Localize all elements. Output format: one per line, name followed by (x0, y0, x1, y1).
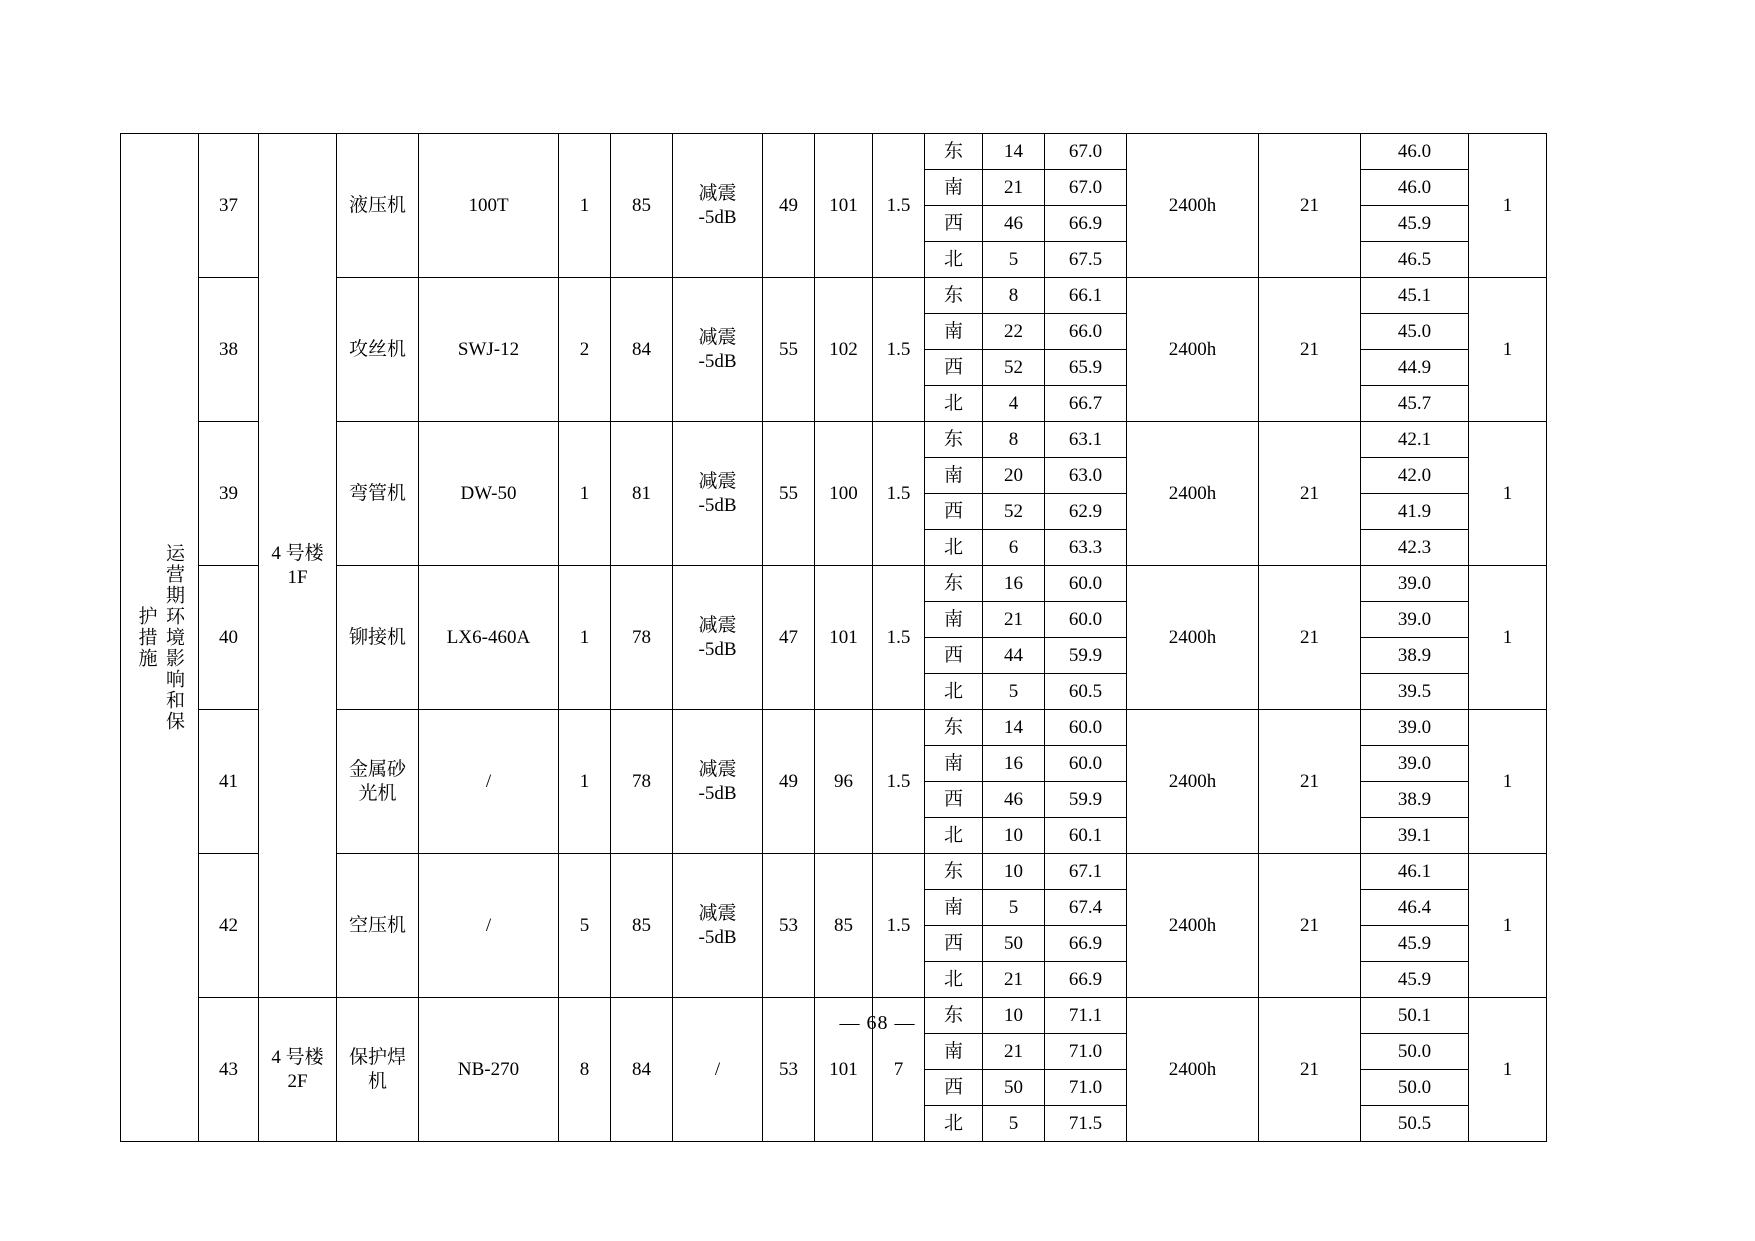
noise-measure (673, 422, 763, 566)
result-value: 44.9 (1361, 350, 1469, 386)
last-column-value: 1 (1469, 278, 1547, 422)
noise-measure-line-1: 减震 (698, 470, 737, 492)
result-value: 46.5 (1361, 242, 1469, 278)
source-noise-level: 84 (611, 278, 673, 422)
equipment-name-line-1: 保护焊 (348, 1046, 406, 1068)
direction: 东 (925, 422, 983, 458)
noise-measure-line-1: 减震 (698, 326, 737, 348)
equipment-quantity: 2 (559, 278, 611, 422)
equipment-model: NB-270 (419, 998, 559, 1142)
noise-measure: / (673, 998, 763, 1142)
last-column-value: 1 (1469, 566, 1547, 710)
direction: 西 (925, 494, 983, 530)
result-value: 39.1 (1361, 818, 1469, 854)
predicted-value: 67.0 (1045, 134, 1127, 170)
predicted-value: 60.0 (1045, 602, 1127, 638)
direction: 南 (925, 170, 983, 206)
direction: 东 (925, 134, 983, 170)
location-line-2: 1F (287, 566, 308, 588)
result-value: 45.9 (1361, 206, 1469, 242)
distance: 21 (983, 170, 1045, 206)
direction: 北 (925, 530, 983, 566)
direction: 南 (925, 890, 983, 926)
equipment-quantity: 1 (559, 710, 611, 854)
value-a: 55 (763, 278, 815, 422)
value-b: 96 (815, 710, 873, 854)
predicted-value: 67.4 (1045, 890, 1127, 926)
distance: 46 (983, 206, 1045, 242)
night-value: 21 (1259, 278, 1361, 422)
predicted-value: 71.0 (1045, 1034, 1127, 1070)
value-b: 101 (815, 998, 873, 1142)
predicted-value: 71.0 (1045, 1070, 1127, 1106)
result-value: 46.4 (1361, 890, 1469, 926)
equipment-quantity: 8 (559, 998, 611, 1142)
value-a: 53 (763, 854, 815, 998)
noise-measure-line-1: 减震 (698, 614, 737, 636)
noise-source-table-wrapper (120, 133, 1513, 1142)
noise-measure-line-2: -5dB (698, 782, 737, 804)
source-noise-level: 85 (611, 854, 673, 998)
value-b: 85 (815, 854, 873, 998)
distance: 10 (983, 818, 1045, 854)
distance: 8 (983, 422, 1045, 458)
result-value: 41.9 (1361, 494, 1469, 530)
direction: 北 (925, 386, 983, 422)
predicted-value: 67.0 (1045, 170, 1127, 206)
distance: 21 (983, 602, 1045, 638)
distance: 14 (983, 710, 1045, 746)
equipment-model: / (419, 710, 559, 854)
predicted-value: 66.9 (1045, 926, 1127, 962)
result-value: 39.0 (1361, 602, 1469, 638)
equipment-model: LX6-460A (419, 566, 559, 710)
direction: 东 (925, 854, 983, 890)
equipment-model: / (419, 854, 559, 998)
equipment-quantity: 5 (559, 854, 611, 998)
table-row (121, 134, 1547, 170)
distance: 50 (983, 1070, 1045, 1106)
predicted-value: 66.9 (1045, 206, 1127, 242)
predicted-value: 60.0 (1045, 710, 1127, 746)
noise-measure-line-1: 减震 (698, 182, 737, 204)
location-line-1: 4 号楼 (271, 542, 324, 564)
distance: 5 (983, 674, 1045, 710)
night-value: 21 (1259, 134, 1361, 278)
direction: 西 (925, 926, 983, 962)
equipment-name (337, 710, 419, 854)
direction: 东 (925, 998, 983, 1034)
result-value: 46.1 (1361, 854, 1469, 890)
equipment-model: DW-50 (419, 422, 559, 566)
distance: 4 (983, 386, 1045, 422)
distance: 8 (983, 278, 1045, 314)
equipment-quantity: 1 (559, 566, 611, 710)
direction: 北 (925, 1106, 983, 1142)
value-c: 1.5 (873, 278, 925, 422)
equipment-quantity: 1 (559, 134, 611, 278)
result-value: 39.5 (1361, 674, 1469, 710)
location-line-2: 2F (287, 1070, 308, 1092)
equipment-name-line-1: 金属砂 (348, 758, 406, 780)
direction: 西 (925, 1070, 983, 1106)
noise-measure-line-1: 减震 (698, 758, 737, 780)
last-column-value: 1 (1469, 854, 1547, 998)
value-a: 55 (763, 422, 815, 566)
location-cell (259, 134, 337, 998)
row-number: 43 (199, 998, 259, 1142)
result-value: 45.9 (1361, 962, 1469, 998)
value-c: 1.5 (873, 854, 925, 998)
direction: 东 (925, 566, 983, 602)
direction: 南 (925, 314, 983, 350)
result-value: 39.0 (1361, 566, 1469, 602)
predicted-value: 63.0 (1045, 458, 1127, 494)
result-value: 42.3 (1361, 530, 1469, 566)
distance: 5 (983, 890, 1045, 926)
source-noise-level: 81 (611, 422, 673, 566)
predicted-value: 63.1 (1045, 422, 1127, 458)
distance: 22 (983, 314, 1045, 350)
operating-hours: 2400h (1127, 134, 1259, 278)
predicted-value: 71.1 (1045, 998, 1127, 1034)
distance: 6 (983, 530, 1045, 566)
distance: 20 (983, 458, 1045, 494)
noise-measure-line-2: -5dB (698, 206, 737, 228)
distance: 16 (983, 566, 1045, 602)
result-value: 39.0 (1361, 746, 1469, 782)
result-value: 38.9 (1361, 638, 1469, 674)
result-value: 39.0 (1361, 710, 1469, 746)
operating-hours: 2400h (1127, 422, 1259, 566)
equipment-name-line-2: 光机 (358, 782, 397, 804)
predicted-value: 66.0 (1045, 314, 1127, 350)
last-column-value: 1 (1469, 422, 1547, 566)
result-value: 46.0 (1361, 170, 1469, 206)
operating-hours: 2400h (1127, 278, 1259, 422)
noise-measure-line-1: 减震 (698, 902, 737, 924)
direction: 北 (925, 818, 983, 854)
night-value: 21 (1259, 854, 1361, 998)
direction: 西 (925, 638, 983, 674)
predicted-value: 60.0 (1045, 566, 1127, 602)
value-b: 102 (815, 278, 873, 422)
noise-measure (673, 278, 763, 422)
night-value: 21 (1259, 710, 1361, 854)
location-line-1: 4 号楼 (271, 1046, 324, 1068)
predicted-value: 63.3 (1045, 530, 1127, 566)
source-noise-level: 78 (611, 566, 673, 710)
night-value: 21 (1259, 998, 1361, 1142)
direction: 西 (925, 782, 983, 818)
row-number: 42 (199, 854, 259, 998)
predicted-value: 67.5 (1045, 242, 1127, 278)
value-c: 1.5 (873, 134, 925, 278)
value-c: 1.5 (873, 422, 925, 566)
direction: 东 (925, 710, 983, 746)
distance: 46 (983, 782, 1045, 818)
distance: 14 (983, 134, 1045, 170)
result-value: 50.5 (1361, 1106, 1469, 1142)
direction: 北 (925, 242, 983, 278)
page-number: — 68 — (839, 1012, 916, 1034)
distance: 16 (983, 746, 1045, 782)
result-value: 50.1 (1361, 998, 1469, 1034)
predicted-value: 67.1 (1045, 854, 1127, 890)
last-column-value: 1 (1469, 134, 1547, 278)
result-value: 45.7 (1361, 386, 1469, 422)
direction: 西 (925, 350, 983, 386)
equipment-name: 弯管机 (337, 422, 419, 566)
noise-measure-line-2: -5dB (698, 638, 737, 660)
result-value: 46.0 (1361, 134, 1469, 170)
noise-measure (673, 566, 763, 710)
equipment-quantity: 1 (559, 422, 611, 566)
equipment-model: SWJ-12 (419, 278, 559, 422)
result-value: 50.0 (1361, 1070, 1469, 1106)
noise-measure (673, 854, 763, 998)
operating-hours: 2400h (1127, 998, 1259, 1142)
value-a: 53 (763, 998, 815, 1142)
predicted-value: 60.1 (1045, 818, 1127, 854)
predicted-value: 65.9 (1045, 350, 1127, 386)
result-value: 42.0 (1361, 458, 1469, 494)
distance: 50 (983, 926, 1045, 962)
row-number: 39 (199, 422, 259, 566)
operating-hours: 2400h (1127, 566, 1259, 710)
predicted-value: 66.9 (1045, 962, 1127, 998)
noise-measure-line-2: -5dB (698, 494, 737, 516)
distance: 10 (983, 998, 1045, 1034)
direction: 西 (925, 206, 983, 242)
result-value: 45.0 (1361, 314, 1469, 350)
night-value: 21 (1259, 566, 1361, 710)
distance: 5 (983, 242, 1045, 278)
source-noise-level: 78 (611, 710, 673, 854)
value-b: 101 (815, 566, 873, 710)
result-value: 45.1 (1361, 278, 1469, 314)
direction: 东 (925, 278, 983, 314)
predicted-value: 66.7 (1045, 386, 1127, 422)
source-noise-level: 84 (611, 998, 673, 1142)
distance: 21 (983, 962, 1045, 998)
result-value: 50.0 (1361, 1034, 1469, 1070)
predicted-value: 66.1 (1045, 278, 1127, 314)
distance: 10 (983, 854, 1045, 890)
night-value: 21 (1259, 422, 1361, 566)
value-c: 1.5 (873, 710, 925, 854)
predicted-value: 62.9 (1045, 494, 1127, 530)
predicted-value: 60.0 (1045, 746, 1127, 782)
distance: 5 (983, 1106, 1045, 1142)
predicted-value: 60.5 (1045, 674, 1127, 710)
equipment-name-line-2: 机 (367, 1070, 387, 1092)
value-b: 100 (815, 422, 873, 566)
noise-source-table (120, 133, 1547, 1142)
result-value: 38.9 (1361, 782, 1469, 818)
value-a: 49 (763, 710, 815, 854)
value-b: 101 (815, 134, 873, 278)
predicted-value: 59.9 (1045, 638, 1127, 674)
distance: 52 (983, 494, 1045, 530)
last-column-value: 1 (1469, 710, 1547, 854)
row-number: 38 (199, 278, 259, 422)
operating-hours: 2400h (1127, 710, 1259, 854)
row-number: 40 (199, 566, 259, 710)
direction: 北 (925, 674, 983, 710)
value-c: 1.5 (873, 566, 925, 710)
category-cell (121, 134, 199, 1142)
equipment-name: 空压机 (337, 854, 419, 998)
equipment-name: 液压机 (337, 134, 419, 278)
direction: 南 (925, 746, 983, 782)
row-number: 41 (199, 710, 259, 854)
equipment-name: 铆接机 (337, 566, 419, 710)
row-number: 37 (199, 134, 259, 278)
noise-measure (673, 134, 763, 278)
direction: 北 (925, 962, 983, 998)
value-a: 47 (763, 566, 815, 710)
direction: 南 (925, 1034, 983, 1070)
result-value: 42.1 (1361, 422, 1469, 458)
value-a: 49 (763, 134, 815, 278)
predicted-value: 71.5 (1045, 1106, 1127, 1142)
distance: 44 (983, 638, 1045, 674)
result-value: 45.9 (1361, 926, 1469, 962)
equipment-name: 攻丝机 (337, 278, 419, 422)
noise-measure-line-2: -5dB (698, 926, 737, 948)
direction: 南 (925, 458, 983, 494)
noise-measure-line-2: -5dB (698, 350, 737, 372)
direction: 南 (925, 602, 983, 638)
distance: 52 (983, 350, 1045, 386)
source-noise-level: 85 (611, 134, 673, 278)
operating-hours: 2400h (1127, 854, 1259, 998)
value-c: 7 (873, 998, 925, 1142)
noise-measure (673, 710, 763, 854)
predicted-value: 59.9 (1045, 782, 1127, 818)
last-column-value: 1 (1469, 998, 1547, 1142)
category-label: 运营期环境影响和保护措施 (135, 543, 185, 732)
distance: 21 (983, 1034, 1045, 1070)
equipment-model: 100T (419, 134, 559, 278)
